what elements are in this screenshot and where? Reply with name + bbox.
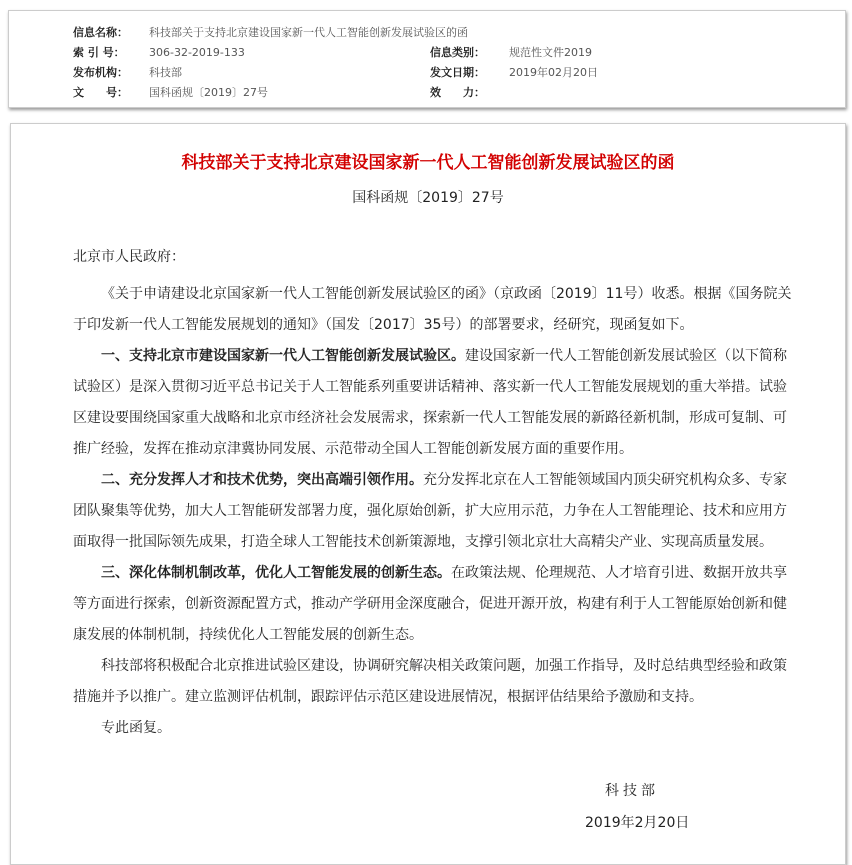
addressee: 北京市人民政府： [73,249,185,265]
info-name-label: 信息名称： [73,26,128,39]
document-text [73,242,799,744]
info-validity-label: 效 力： [430,86,485,99]
info-panel [8,10,846,108]
info-category-label: 信息类别： [430,46,485,59]
info-index-value: 306-32-2019-133 [149,46,245,59]
document-title: 科技部关于支持北京建设国家新一代人工智能创新发展试验区的函 [181,153,675,173]
paragraph [73,341,799,465]
info-date-value: 2019年02月20日 [509,66,598,79]
info-row-index [9,45,845,61]
info-row-org [9,65,845,81]
paragraph [73,713,799,744]
paragraph-text: 充分发挥北京在人工智能领域国内顶尖研究机构众多、专家团队聚集等优势，加大人工智能研发部署力度，强化原始创新，扩大应用示范，力争在人工智能理论、技术和应用方面取得一批国际领先成果，打造全球人工智能技术创新策源地，支撑引领北京壮大高精尖产业、实现高质量发展。 [73,472,787,550]
paragraph-text: 在政策法规、伦理规范、人才培育引进、数据开放共享等方面进行探索，创新资源配置方式，推动产学研用金深度融合，促进开源开放，构建有利于人工智能原始创新和健康发展的体制机制，持续优化人工智能发展的创新生态。 [73,565,787,643]
info-row-name [9,25,845,41]
paragraph-heading: 三、深化体制机制改革，优化人工智能发展的创新生态。 [101,565,451,581]
paragraph [73,558,799,651]
paragraph [73,651,799,713]
paragraph-heading: 一、支持北京市建设国家新一代人工智能创新发展试验区。 [101,348,465,364]
info-index-label: 索 引 号： [73,46,125,59]
document-number: 国科函规〔2019〕27号 [352,190,504,206]
paragraph [73,279,799,341]
paragraph-text: 《关于申请建设北京国家新一代人工智能创新发展试验区的函》（京政函〔2019〕11号）收悉。根据《国务院关于印发新一代人工智能发展规划的通知》（国发〔2017〕35号）的部署要求，经研究，现函复如下。 [73,286,792,333]
info-name-value: 科技部关于支持北京建设国家新一代人工智能创新发展试验区的函 [149,26,468,39]
document-body-panel [10,123,846,865]
info-category-value: 规范性文件2019 [509,46,592,59]
info-org-label: 发布机构： [73,66,128,79]
paragraph-text: 建设国家新一代人工智能创新发展试验区（以下简称试验区）是深入贯彻习近平总书记关于人工智能系列重要讲话精神、落实新一代人工智能发展规划的重大举措。试验区建设要围绕国家重大战略和北京市经济社会发展需求，探索新一代人工智能发展的新路径新机制，形成可复制、可推广经验，发挥在推动京津冀协同发展、示范带动全国人工智能创新发展方面的重要作用。 [73,348,787,457]
paragraph-heading: 二、充分发挥人才和技术优势，突出高端引领作用。 [101,472,423,488]
paragraph-text: 专此函复。 [101,720,171,736]
paragraph [73,465,799,558]
info-docno-label: 文 号： [73,86,128,99]
info-date-label: 发文日期： [430,66,485,79]
paragraph-text: 科技部将积极配合北京推进试验区建设，协调研究解决相关政策问题，加强工作指导，及时总结典型经验和政策措施并予以推广。建立监测评估机制，跟踪评估示范区建设进展情况，根据评估结果给予激励和支持。 [73,658,787,705]
sign-date: 2019年2月20日 [585,815,690,831]
info-org-value: 科技部 [149,66,182,79]
signature: 科技部 [605,783,659,799]
info-row-docno [9,85,845,101]
info-docno-value: 国科函规〔2019〕27号 [149,86,268,99]
